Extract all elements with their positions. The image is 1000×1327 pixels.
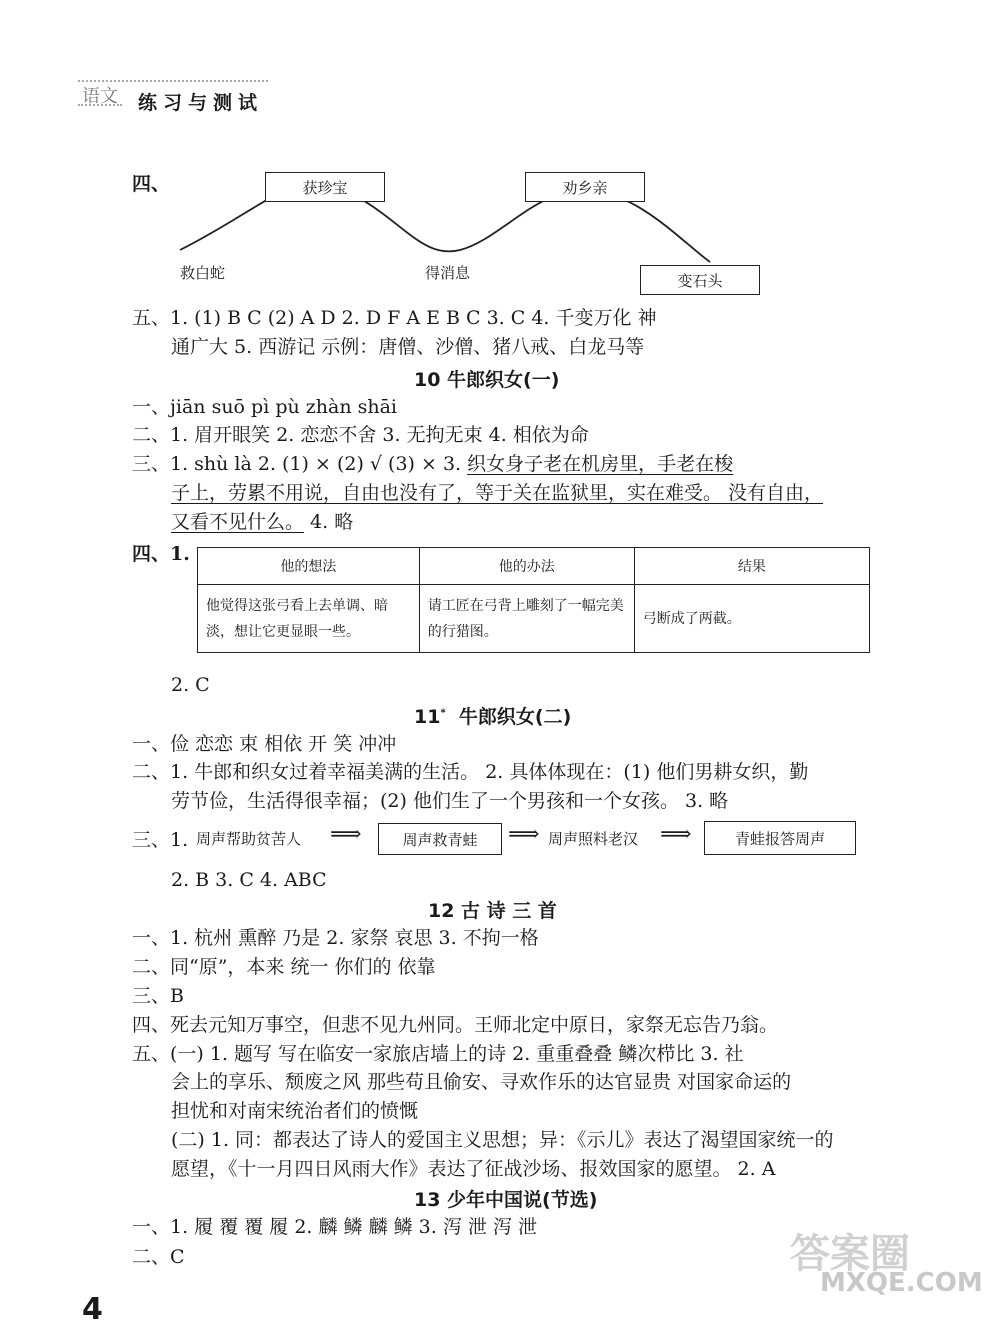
lesson11-title-mark: * [440,707,446,719]
diagram-box-3: 变石头 [640,265,760,295]
lesson11-line1: 一、俭 恋恋 束 相依 开 笑 冲冲 [132,733,397,755]
table-header-cell: 他的想法 [198,548,420,585]
watermark-logo: 答案圈 [790,1231,910,1277]
lesson10-title: 10 牛郎织女(一) [414,369,560,391]
lesson10-line3-prefix: 三、1. shù là 2. (1) × (2) √ (3) × 3. [132,453,468,475]
diagram-label-1: 救白蛇 [180,264,226,282]
lesson10-line5-tail: 4. 略 [304,511,354,533]
lesson11-title-text: 牛郎织女(二) [458,706,572,728]
lesson10-line3 [132,450,733,478]
lesson12-line9: 愿望，《十一月四日风雨大作》表达了征战沙场、报效国家的愿望。 2. A [171,1158,776,1180]
lesson12-line6: 会上的享乐、颓废之风 那些苟且偷安、寻欢作乐的达官显贵 对国家命运的 [171,1071,792,1093]
lesson11-line3: 劳节俭，生活得很幸福；(2) 他们生了一个男孩和一个女孩。 3. 略 [171,790,729,812]
lesson10-line1: 一、jiān suō pì pù zhàn shāi [132,396,397,418]
lesson10-answer-table [197,547,870,653]
lesson12-line5: 五、(一) 1. 题写 写在临安一家旅店墙上的诗 2. 重重叠叠 鳞次栉比 3. 社 [132,1043,744,1065]
flow-step-1: 周声帮助贫苦人 [196,830,302,848]
lesson10-answer-underlined: 织女身子老在机房里，手老在梭 [467,453,734,475]
lesson12-title: 12 古 诗 三 首 [428,900,557,922]
lesson13-title: 13 少年中国说(节选) [414,1189,598,1211]
lesson13-line2: 二、C [132,1246,185,1268]
lesson10-line4-underlined: 子上，劳累不用说，自由也没有了，等于关在监狱里，实在难受。 [171,482,723,504]
lesson10-q4-2: 2. C [171,674,210,696]
table-header-cell: 他的办法 [419,548,634,585]
lesson13-line1: 一、1. 履 覆 覆 履 2. 麟 鳞 麟 鳞 3. 泻 泄 泻 泄 [132,1216,537,1238]
lesson11-line5: 2. B 3. C 4. ABC [171,869,327,891]
lesson10-line5 [171,508,353,536]
lesson10-line2: 二、1. 眉开眼笑 2. 恋恋不舍 3. 无拘无束 4. 相依为命 [132,424,589,446]
story-wave-diagram [0,0,1000,320]
table-header-cell: 结果 [634,548,869,585]
diagram-box-1: 获珍宝 [265,172,385,202]
lesson11-title [414,702,571,729]
flow-arrow-icon: ⟹ [330,822,362,847]
flow-step-3: 周声照料老汉 [548,830,639,848]
flow-arrow-icon: ⟹ [660,822,692,847]
lesson10-line4 [171,479,823,507]
flow-step-2: 周声救青蛙 [378,823,502,855]
watermark-url: MXQE.COM [820,1268,983,1298]
table-row [198,585,870,653]
lesson12-line8: (二) 1. 同：都表达了诗人的爱国主义思想；异：《示儿》表达了渴望国家统一的 [171,1129,834,1151]
lesson11-line2: 二、1. 牛郎和织女过着幸福美满的生活。 2. 具体体现在：(1) 他们男耕女织，勤 [132,761,809,783]
flow-arrow-icon: ⟹ [508,822,540,847]
diagram-box-2: 劝乡亲 [525,172,645,202]
header-subject: 语文 [82,86,118,107]
sec5-line2: 通广大 5. 西游记 示例：唐僧、沙僧、猪八戒、白龙马等 [171,336,645,358]
table-cell: 他觉得这张弓看上去单调、暗淡，想让它更显眼一些。 [198,585,420,653]
lesson11-flow-label: 三、1. [132,829,189,851]
diagram-label-2: 得消息 [425,264,471,282]
sec5-line1: 五、1. (1) B C (2) A D 2. D F A E B C 3. C 4. 千变万化 神 [132,307,657,329]
lesson10-q4-label: 四、1. [132,543,190,565]
table-cell: 弓断成了两截。 [634,585,869,653]
lesson11-title-num: 11 [414,706,441,728]
table-header-row [198,548,870,585]
header-title: 练习与测试 [138,92,264,114]
lesson12-line7: 担忧和对南宋统治者们的愤慨 [171,1100,419,1122]
lesson12-line1: 一、1. 杭州 熏醉 乃是 2. 家祭 哀思 3. 不拘一格 [132,927,539,949]
lesson10-line4-tail: 没有自由， [722,482,824,504]
sec4-label: 四、 [132,173,171,195]
lesson10-line5-underlined: 又看不见什么。 [171,511,305,533]
flow-step-4: 青蛙报答周声 [704,821,856,855]
lesson12-line2: 二、同“原”，本来 统一 你们的 依靠 [132,956,436,978]
table-cell: 请工匠在弓背上雕刻了一幅完美的行猎图。 [419,585,634,653]
page-number: 4 [82,1292,103,1327]
lesson12-line4: 四、死去元知万事空，但悲不见九州同。王师北定中原日，家祭无忘告乃翁。 [132,1014,779,1036]
lesson12-line3: 三、B [132,985,184,1007]
